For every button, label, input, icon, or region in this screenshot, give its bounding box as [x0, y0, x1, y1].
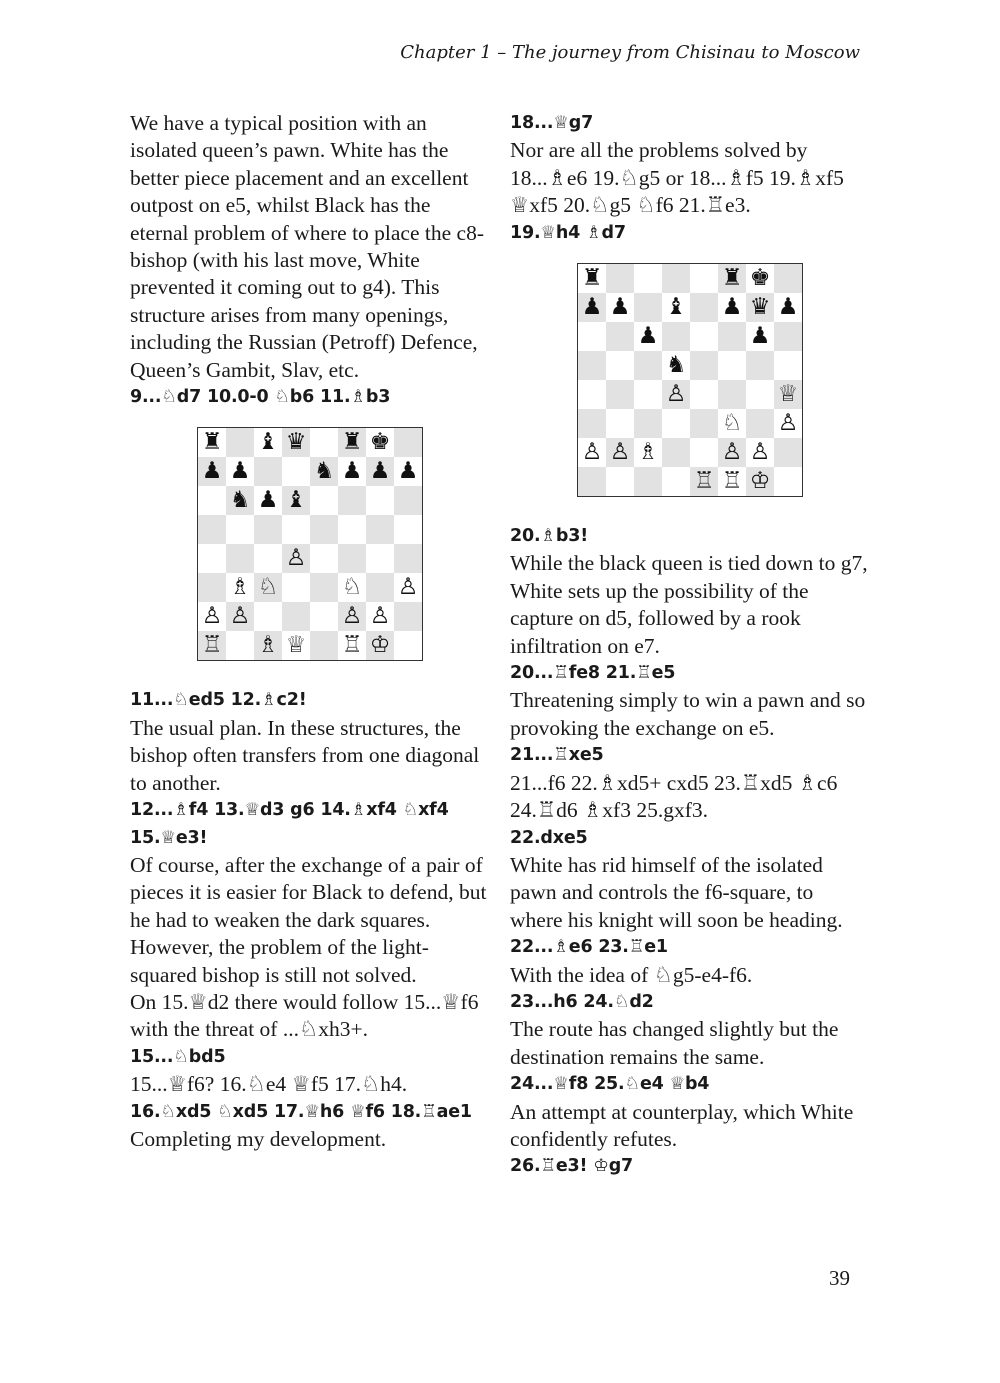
board-square — [718, 351, 746, 380]
board-square: ♟ — [394, 457, 422, 486]
board-square: ♟ — [746, 322, 774, 351]
board-square: ♜ — [198, 428, 226, 457]
board-square: ♙ — [338, 602, 366, 631]
move-notation: 16.♘xd5 ♘xd5 17.♕h6 ♕f6 18.♖ae1 — [130, 1101, 472, 1122]
board-square — [634, 409, 662, 438]
move-notation: 15...♘bd5 — [130, 1046, 226, 1067]
board-square — [606, 380, 634, 409]
move-notation: 9...♘d7 10.0-0 ♘b6 11.♗b3 — [130, 387, 391, 408]
commentary-paragraph: While the black queen is tied down to g7, White sets up the possibility of the capture on d5, followed by a rook infiltration on e7. — [510, 551, 868, 658]
commentary-paragraph: Nor are all the problems solved by 18...♗e6 19.♘g5 or 18...♗f5 19.♗xf5 ♕xf5 20.♘g5 ♘f6 21.♖e3. — [510, 138, 844, 218]
board-square — [718, 380, 746, 409]
board-square: ♙ — [746, 438, 774, 467]
board-square: ♜ — [578, 264, 606, 293]
board-square: ♙ — [578, 438, 606, 467]
board-square: ♙ — [282, 544, 310, 573]
board-square — [226, 631, 254, 660]
commentary-paragraph: 21...f6 22.♗xd5+ cxd5 23.♖xd5 ♗c6 24.♖d6 ♗xf3 25.gxf3. — [510, 770, 838, 823]
commentary-paragraph: 15...♕f6? 16.♘e4 ♕f5 17.♘h4. — [130, 1072, 408, 1097]
board-square — [226, 515, 254, 544]
board-square — [394, 486, 422, 515]
move-notation: 19.♕h4 ♗d7 — [510, 222, 626, 243]
commentary-paragraph: With the idea of ♘g5-e4-f6. — [510, 962, 753, 987]
board-square — [606, 264, 634, 293]
board-square — [662, 322, 690, 351]
move-notation: 20.♗b3! — [510, 526, 588, 547]
board-square — [690, 409, 718, 438]
running-header: Chapter 1 – The journey from Chisinau to Moscow — [400, 42, 860, 63]
board-square: ♛ — [282, 428, 310, 457]
commentary-paragraph: Of course, after the exchange of a pair of pieces it is easier for Black to defend, but he had to weaken the dark squares. However, the problem of the light-squared bishop is still not solved. — [130, 852, 487, 987]
board-square — [690, 293, 718, 322]
board-square: ♔ — [746, 467, 774, 496]
board-square — [690, 438, 718, 467]
board-square — [254, 457, 282, 486]
commentary-paragraph: Completing my development. — [130, 1126, 387, 1151]
board-square — [282, 573, 310, 602]
move-notation: 12...♗f4 13.♕d3 g6 14.♗xf4 ♘xf4 15.♕e3! — [130, 800, 449, 848]
move-notation: 24...♕f8 25.♘e4 ♕b4 — [510, 1074, 710, 1095]
board-square — [606, 467, 634, 496]
board-square — [282, 457, 310, 486]
board-square: ♘ — [254, 573, 282, 602]
board-square — [662, 264, 690, 293]
board-square — [394, 631, 422, 660]
board-square — [366, 544, 394, 573]
move-notation: 18...♕g7 — [510, 113, 594, 133]
board-square: ♗ — [634, 438, 662, 467]
page-number: 39 — [829, 1266, 850, 1290]
board-square — [578, 322, 606, 351]
board-square — [634, 380, 662, 409]
board-square — [310, 515, 338, 544]
board-square — [254, 602, 282, 631]
commentary-paragraph: The usual plan. In these structures, the bishop often transfers from one diagonal to another. — [130, 715, 480, 795]
board-square: ♟ — [254, 486, 282, 515]
board-square: ♟ — [774, 293, 802, 322]
board-square — [366, 573, 394, 602]
board-square — [578, 467, 606, 496]
move-notation: 20...♖fe8 21.♖e5 — [510, 663, 676, 684]
board-square — [310, 544, 338, 573]
board-square — [198, 544, 226, 573]
board-square — [198, 486, 226, 515]
board-square: ♞ — [662, 351, 690, 380]
move-notation: 11...♘ed5 12.♗c2! — [130, 690, 307, 711]
board-square — [774, 467, 802, 496]
board-square — [578, 380, 606, 409]
board-square: ♙ — [226, 602, 254, 631]
board-square — [282, 515, 310, 544]
board-square: ♜ — [338, 428, 366, 457]
commentary-paragraph: The route has changed slightly but the destination remains the same. — [510, 1017, 839, 1069]
board-square — [226, 428, 254, 457]
chess-diagram — [577, 263, 803, 497]
board-square — [774, 264, 802, 293]
board-square: ♙ — [198, 602, 226, 631]
board-square: ♟ — [606, 293, 634, 322]
board-square: ♖ — [198, 631, 226, 660]
board-square — [634, 351, 662, 380]
board-square: ♕ — [774, 380, 802, 409]
right-column — [510, 110, 870, 1181]
board-square — [198, 515, 226, 544]
board-square: ♟ — [718, 293, 746, 322]
board-square — [690, 264, 718, 293]
board-square: ♝ — [254, 428, 282, 457]
board-square: ♟ — [226, 457, 254, 486]
board-square — [774, 351, 802, 380]
board-square: ♝ — [662, 293, 690, 322]
board-square — [310, 631, 338, 660]
board-square — [634, 293, 662, 322]
board-square: ♗ — [226, 573, 254, 602]
board-square — [338, 515, 366, 544]
board-square — [718, 322, 746, 351]
board-square: ♙ — [394, 573, 422, 602]
board-square — [310, 428, 338, 457]
board-square: ♕ — [282, 631, 310, 660]
board-square: ♟ — [578, 293, 606, 322]
board-square: ♟ — [338, 457, 366, 486]
commentary-paragraph: Threatening simply to win a pawn and so provoking the exchange on e5. — [510, 688, 866, 740]
board-square — [606, 409, 634, 438]
board-square: ♖ — [718, 467, 746, 496]
board-square — [662, 409, 690, 438]
board-square — [634, 467, 662, 496]
board-square — [394, 544, 422, 573]
board-square — [690, 322, 718, 351]
board-square — [634, 264, 662, 293]
move-notation: 23...h6 24.♘d2 — [510, 991, 654, 1012]
board-square: ♞ — [226, 486, 254, 515]
chess-diagram — [197, 427, 423, 661]
move-notation: 22.dxe5 — [510, 827, 588, 848]
board-square: ♘ — [338, 573, 366, 602]
board-square — [662, 467, 690, 496]
board-square — [394, 428, 422, 457]
board-square: ♟ — [634, 322, 662, 351]
board-square: ♜ — [718, 264, 746, 293]
board-square — [282, 602, 310, 631]
board-square — [606, 351, 634, 380]
board-square — [690, 351, 718, 380]
board-square: ♔ — [366, 631, 394, 660]
commentary-paragraph: We have a typical position with an isolated queen’s pawn. White has the better piece placement and an excellent outpost on e5, whilst Black has the eternal problem of where to place the c8-bishop (with his last move, White prevented it coming out to g4). This structure arises from many openings, including the Russian (Petroff) Defence, Queen’s Gambit, Slav, etc. — [130, 111, 484, 382]
move-notation: 21...♖xe5 — [510, 745, 604, 766]
board-square — [226, 544, 254, 573]
board-square — [310, 602, 338, 631]
board-square — [774, 322, 802, 351]
board-square — [198, 573, 226, 602]
board-square: ♝ — [282, 486, 310, 515]
move-notation: 22...♗e6 23.♖e1 — [510, 937, 668, 958]
board-square: ♚ — [746, 264, 774, 293]
board-square: ♙ — [606, 438, 634, 467]
board-square — [394, 515, 422, 544]
board-square: ♖ — [690, 467, 718, 496]
board-square: ♟ — [198, 457, 226, 486]
commentary-paragraph: White has rid himself of the isolated pawn and controls the f6-square, to where his knight will soon be heading. — [510, 852, 843, 932]
board-square — [338, 486, 366, 515]
board-square: ♛ — [746, 293, 774, 322]
left-column — [130, 110, 490, 1153]
board-square — [366, 486, 394, 515]
board-square: ♙ — [366, 602, 394, 631]
board-square — [310, 573, 338, 602]
board-square: ♙ — [774, 409, 802, 438]
board-square: ♘ — [718, 409, 746, 438]
commentary-paragraph: On 15.♕d2 there would follow 15...♕f6 with the threat of ...♘xh3+. — [130, 989, 479, 1042]
board-square: ♖ — [338, 631, 366, 660]
board-square — [338, 544, 366, 573]
board-square: ♚ — [366, 428, 394, 457]
commentary-paragraph: An attempt at counterplay, which White confidently refutes. — [510, 1099, 854, 1151]
board-square: ♞ — [310, 457, 338, 486]
board-square — [366, 515, 394, 544]
board-square — [690, 380, 718, 409]
board-square: ♗ — [254, 631, 282, 660]
board-square — [394, 602, 422, 631]
board-square — [774, 438, 802, 467]
board-square — [606, 322, 634, 351]
board-square — [662, 438, 690, 467]
board-square — [254, 544, 282, 573]
move-notation: 26.♖e3! ♔g7 — [510, 1156, 634, 1177]
board-square: ♙ — [662, 380, 690, 409]
board-square — [578, 351, 606, 380]
board-square: ♙ — [718, 438, 746, 467]
board-square — [746, 409, 774, 438]
board-square — [254, 515, 282, 544]
board-square: ♟ — [366, 457, 394, 486]
board-square — [746, 351, 774, 380]
board-square — [746, 380, 774, 409]
board-square — [578, 409, 606, 438]
board-square — [310, 486, 338, 515]
